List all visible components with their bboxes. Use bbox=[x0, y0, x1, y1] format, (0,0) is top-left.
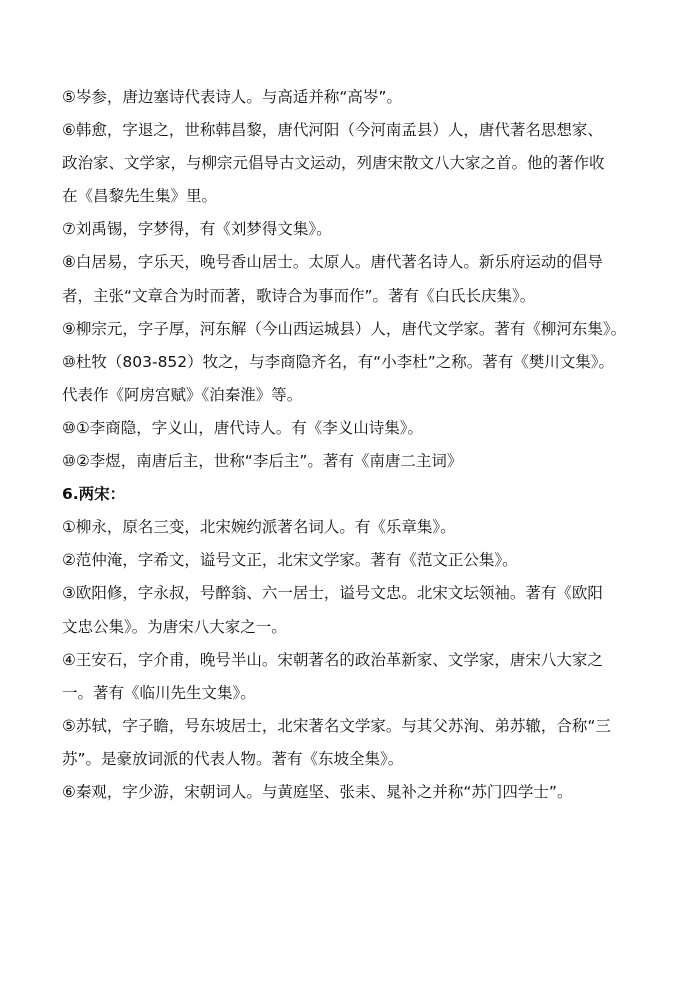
text-line-du-mu-2: 代表作《阿房宫赋》《泊秦淮》等。 bbox=[62, 385, 303, 404]
text-line-wang-anshi-1: ④王安石，字介甫，晚号半山。宋朝著名的政治革新家、文学家，唐宋八大家之 bbox=[62, 650, 603, 669]
text-line-cen-shen: ⑤岑参，唐边塞诗代表诗人。与高适并称“高岑”。 bbox=[62, 88, 402, 106]
text-line-su-shi-2: 苏”。是豪放词派的代表人物。著有《东坡全集》。 bbox=[62, 749, 404, 768]
section-heading-liang-song: 6.两宋： bbox=[62, 485, 126, 504]
text-line-han-yu-3: 在《昌黎先生集》里。 bbox=[62, 187, 218, 206]
text-line-liu-zongyuan: ⑨柳宗元，字子厚，河东解（今山西运城县）人，唐代文学家。著有《柳河东集》。 bbox=[62, 319, 627, 338]
text-line-qin-guan: ⑥秦观，字少游，宋朝词人。与黄庭坚、张耒、晁补之并称“苏门四学士”。 bbox=[62, 782, 573, 801]
text-line-han-yu-1: ⑥韩愈，字退之，世称韩昌黎，唐代河阳（今河南孟县）人，唐代著名思想家、 bbox=[62, 121, 603, 140]
text-line-su-shi-1: ⑤苏轼，字子瞻，号东坡居士，北宋著名文学家。与其父苏洵、弟苏辙，合称“三 bbox=[62, 716, 611, 735]
text-line-liu-yuxi: ⑦刘禹锡，字梦得，有《刘梦得文集》。 bbox=[62, 220, 332, 239]
text-line-li-yu: ⑩②李煜，南唐后主，世称“李后主”。著有《南唐二主词》 bbox=[62, 452, 463, 471]
text-line-bai-juyi-2: 者，主张“文章合为时而著，歌诗合为事而作”。著有《白氏长庆集》。 bbox=[62, 286, 536, 305]
text-line-ouyang-xiu-1: ③欧阳修，字永叔，号醉翁、六一居士，谥号文忠。北宋文坛领袖。著有《欧阳 bbox=[62, 584, 603, 603]
text-line-ouyang-xiu-2: 文忠公集》。为唐宋八大家之一。 bbox=[62, 617, 287, 636]
text-line-li-shangyin: ⑩①李商隐，字义山，唐代诗人。有《李义山诗集》。 bbox=[62, 418, 424, 437]
text-line-du-mu-1: ⑩杜牧（803-852）牧之，与李商隐齐名，有“小李杜”之称。著有《樊川文集》。 bbox=[62, 352, 614, 371]
text-line-liu-yong: ①柳永，原名三变，北宋婉约派著名词人。有《乐章集》。 bbox=[62, 518, 456, 537]
text-line-bai-juyi-1: ⑧白居易，字乐天，晚号香山居士。太原人。唐代著名诗人。新乐府运动的倡导 bbox=[62, 253, 603, 272]
text-line-han-yu-2: 政治家、文学家，与柳宗元倡导古文运动，列唐宋散文八大家之首。他的著作收 bbox=[62, 154, 605, 173]
text-line-wang-anshi-2: 一。著有《临川先生文集》。 bbox=[62, 683, 256, 702]
text-line-fan-zhongyan: ②范仲淹，字希文，谥号文正，北宋文学家。著有《范文正公集》。 bbox=[62, 551, 518, 570]
